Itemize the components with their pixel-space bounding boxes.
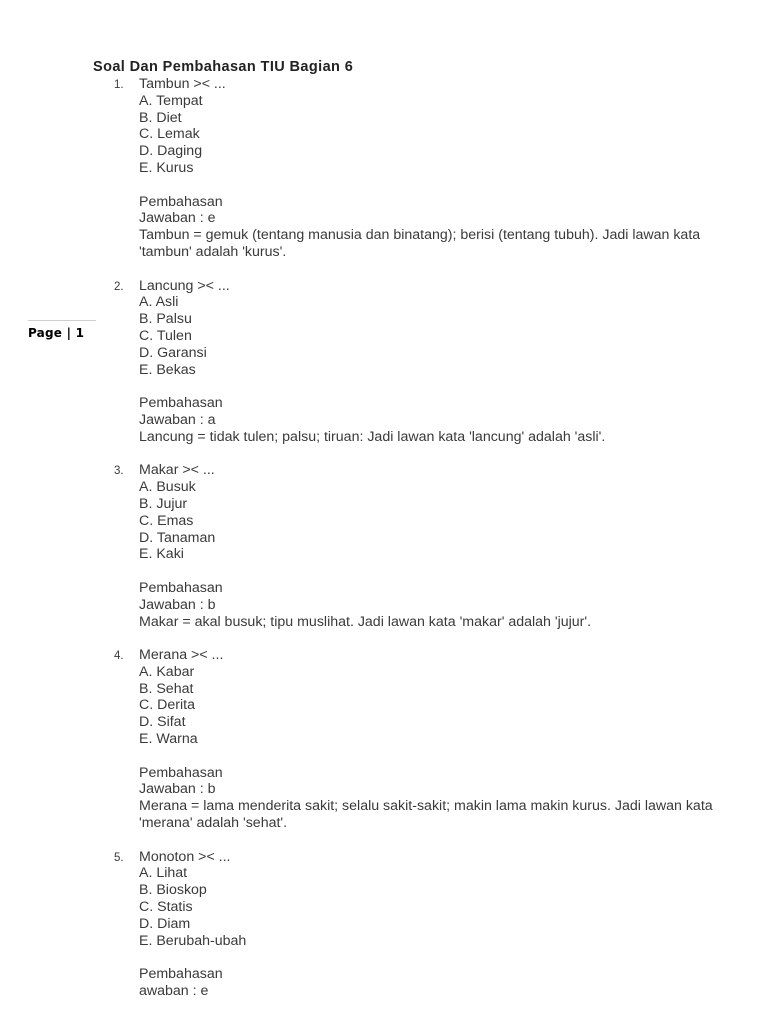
option: C. Statis xyxy=(139,899,193,916)
option: B. Sehat xyxy=(139,680,194,697)
answer: awaban : e xyxy=(139,983,209,1000)
question-item xyxy=(110,647,740,832)
answer: Jawaban : b xyxy=(139,596,216,613)
question-text: Lancung >< ... xyxy=(139,277,230,294)
discussion-label: Pembahasan xyxy=(139,193,223,210)
question-number: 3. xyxy=(114,465,124,478)
option: B. Jujur xyxy=(139,495,188,512)
explanation: Tambun = gemuk (tentang manusia dan binatang); berisi (tentang tubuh). Jadi lawan kata 'tambun' adalah 'kurus'. xyxy=(139,227,701,260)
question-number: 1. xyxy=(114,79,124,91)
explanation: Lancung = tidak tulen; palsu; tiruan: Jadi lawan kata 'lancung' adalah 'asli'. xyxy=(139,428,606,445)
option: E. Kurus xyxy=(139,159,194,176)
question-item xyxy=(110,76,740,261)
document-title: Soal Dan Pembahasan TIU Bagian 6 xyxy=(93,59,354,75)
option: D. Diam xyxy=(139,915,191,932)
discussion-label: Pembahasan xyxy=(139,395,223,412)
page-label: Page xyxy=(28,326,63,340)
option: D. Sifat xyxy=(139,714,186,731)
question-list xyxy=(110,76,740,1017)
option: D. Garansi xyxy=(139,344,207,361)
option: E. Kaki xyxy=(139,546,184,563)
option: E. Bekas xyxy=(139,361,196,378)
option: C. Derita xyxy=(139,697,195,714)
answer: Jawaban : a xyxy=(139,411,216,428)
question-number: 4. xyxy=(114,650,124,663)
question-number: 2. xyxy=(114,280,124,293)
option: C. Lemak xyxy=(139,126,200,143)
option: A. Busuk xyxy=(139,479,196,496)
question-text: Merana >< ... xyxy=(139,647,224,664)
question-item xyxy=(110,278,740,446)
option: D. Tanaman xyxy=(139,529,216,546)
page-number: 1 xyxy=(75,326,85,340)
question-item xyxy=(110,849,740,1000)
option: B. Diet xyxy=(139,109,182,126)
option: B. Bioskop xyxy=(139,882,207,899)
question-text: Makar >< ... xyxy=(139,462,215,479)
option: A. Kabar xyxy=(139,663,195,680)
question-text: Tambun >< ... xyxy=(139,76,226,92)
page-separator: | xyxy=(66,326,72,340)
option: D. Daging xyxy=(139,143,203,160)
answer: Jawaban : b xyxy=(139,781,216,798)
explanation: Makar = akal busuk; tipu muslihat. Jadi lawan kata 'makar' adalah 'jujur'. xyxy=(139,613,592,630)
option: A. Lihat xyxy=(139,865,188,882)
discussion-label: Pembahasan xyxy=(139,764,223,781)
option: A. Tempat xyxy=(139,92,203,109)
option: C. Emas xyxy=(139,512,194,529)
question-item xyxy=(110,462,740,630)
option: A. Asli xyxy=(139,294,179,311)
question-number: 5. xyxy=(114,851,124,864)
explanation: Merana = lama menderita sakit; selalu sakit-sakit; makin lama makin kurus. Jadi lawan kata 'merana' adalah 'sehat'. xyxy=(139,798,713,832)
discussion-label: Pembahasan xyxy=(139,966,223,983)
option: B. Palsu xyxy=(139,311,192,328)
discussion-label: Pembahasan xyxy=(139,579,223,596)
answer: Jawaban : e xyxy=(139,210,216,227)
option: C. Tulen xyxy=(139,327,192,344)
option: E. Warna xyxy=(139,731,198,748)
margin-rule xyxy=(28,320,96,321)
option: E. Berubah-ubah xyxy=(139,932,247,949)
page-margin-label xyxy=(28,320,96,342)
question-text: Monoton >< ... xyxy=(139,848,231,865)
